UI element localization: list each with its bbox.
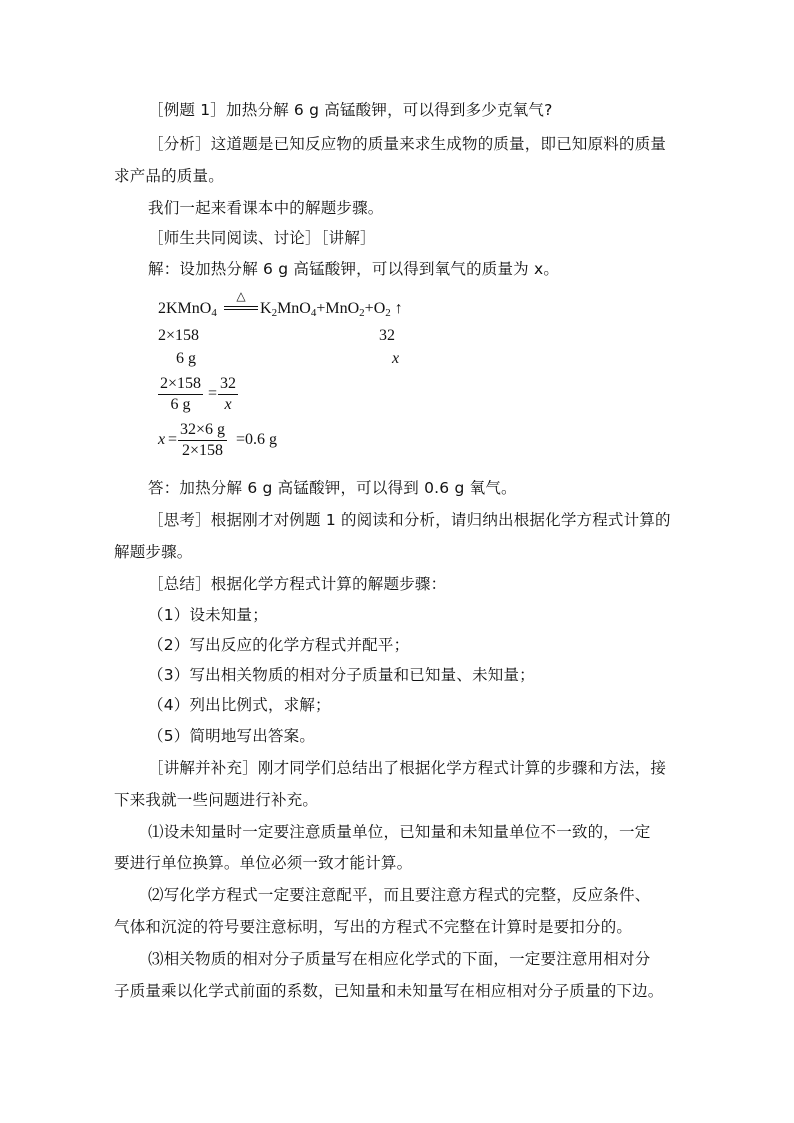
answer-line: 答：加热分解 6 g 高锰酸钾，可以得到 0.6 g 氧气。 [148,479,517,497]
known-mass: 6 g [176,350,196,367]
unknown-mass: x [392,350,400,367]
textbook-steps-line: 我们一起来看课本中的解题步骤。 [148,199,384,217]
point-3-line-1: ⑶相关物质的相对分子质量写在相应化学式的下面，一定要注意用相对分 [148,950,651,968]
discussion-label: ［师生共同阅读、讨论］［讲解］ [148,229,376,247]
reactant: 2KMnO$_4$ [158,300,217,319]
think-line-2: 解题步骤。 [114,543,193,561]
example-question: ［例题 1］加热分解 6 g 高锰酸钾，可以得到多少克氧气? [148,101,553,119]
analysis-line-1: ［分析］这道题是已知反应物的质量来求生成物的质量，即已知原料的质量 [148,135,667,153]
step-1: （1）设未知量； [148,606,268,624]
point-1-line-2: 要进行单位换算。单位必须一致才能计算。 [114,854,413,872]
gas-arrow: ↑ [394,300,403,317]
step-2: （2）写出反应的化学方程式并配平； [148,636,410,654]
point-3-line-2: 子质量乘以化学式前面的系数，已知量和未知量写在相应相对分子质量的下边。 [114,982,664,1000]
analysis-line-2: 求产品的质量。 [114,167,224,185]
point-2-line-1: ⑵写化学方程式一定要注意配平，而且要注意方程式的完整，反应条件、 [148,886,651,904]
supplement-line-1: ［讲解并补充］刚才同学们总结出了根据化学方程式计算的步骤和方法，接 [148,759,667,777]
solve-result: =0.6 g [236,431,278,448]
proportion-equals: = [208,385,218,402]
summary-heading: ［总结］根据化学方程式计算的解题步骤： [148,575,447,593]
step-3: （3）写出相关物质的相对分子质量和已知量、未知量； [148,666,535,684]
relative-mass-right: 32 [379,327,395,344]
point-2-line-2: 气体和沉淀的符号要注意标明，写出的方程式不完整在计算时是要扣分的。 [114,918,633,936]
point-1-line-1: ⑴设未知量时一定要注意质量单位，已知量和未知量单位不一致的，一定 [148,823,651,841]
step-5: （5）简明地写出答案。 [148,727,316,745]
solve-equals: = [168,431,178,448]
proportion-right: $\frac{32}{x}$ [220,375,236,413]
solution-setup: 解：设加热分解 6 g 高锰酸钾，可以得到氧气的质量为 x。 [148,260,560,278]
relative-mass-left: 2×158 [158,327,200,344]
think-line-1: ［思考］根据刚才对例题 1 的阅读和分析，请归纳出根据化学方程式计算的 [148,511,671,529]
equals-bar [224,306,258,310]
reaction-condition [224,290,258,310]
heat-symbol: △ [236,289,246,303]
supplement-line-2: 下来我就一些问题进行补充。 [114,791,319,809]
solve-fraction: $\frac{32\times 6 g}{2\times 158}$ [180,421,226,459]
step-4: （4）列出比例式，求解； [148,696,331,714]
solve-variable: x [158,431,166,448]
products: $K_2MnO_4+MnO_2+O_2$ ↑ [260,300,403,319]
proportion-left: $\frac{2\times 158}{6 g}$ [160,375,202,413]
